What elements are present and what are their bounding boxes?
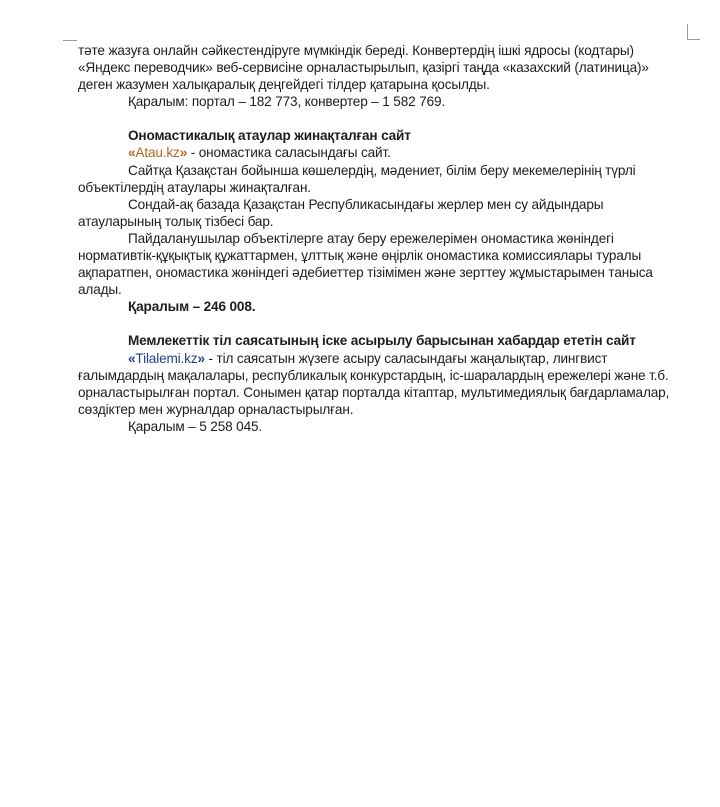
- paragraph-gap: [78, 315, 680, 332]
- tilalemi-site-link[interactable]: [128, 351, 205, 366]
- tilalemi-section-heading: [78, 332, 680, 349]
- atau-para3-text: Пайдаланушылар объектілерге атау беру ережелерімен ономастика жөніндегі нормативтік-құқықтық құжаттармен, ұлттық жəне өңірлік ономастика комиссиялары туралы ақпаратпен, ономастика жөніндегі əдебиеттер тізімімен жəне зерттеу жұмыстарымен таныса алады.: [78, 230, 653, 298]
- atau-quote-open: «: [128, 145, 136, 161]
- atau-para2-text: Сондай-ақ базада Қазақстан Республикасындағы жерлер мен су айдындары атауларының толық тізбесі бар.: [78, 196, 604, 229]
- tilalemi-site-line: [78, 350, 680, 418]
- atau-paragraph-2: [78, 196, 680, 230]
- atau-site-desc: - ономастика саласындағы сайт.: [187, 145, 391, 161]
- tilalemi-site-desc: - тіл саясатын жүзеге асыру саласындағы жаңалықтар, лингвист ғалымдардың мақалалары, республикалық конкурстардың, іс-шаралардың ережелері жəне т.б. орналастырылған портал. Сонымен қатар порталда кітаптар, мультимедиялық бағдарламалар, сөздіктер мен журналдар орналастырылған.: [78, 350, 670, 417]
- document-body: [78, 42, 680, 435]
- page-margin-mark-left: [63, 40, 77, 41]
- tilalemi-views: [78, 418, 680, 435]
- atau-site-link[interactable]: [128, 145, 187, 160]
- atau-site-name: Atau.kz: [135, 145, 180, 161]
- tilalemi-heading-text: Мемлекеттік тіл саясатының іске асырылу барысынан хабардар ететін сайт: [128, 333, 636, 349]
- atau-paragraph-3: [78, 230, 680, 298]
- atau-section-heading: [78, 127, 680, 144]
- tilalemi-quote-close: »: [197, 350, 205, 366]
- atau-views-text: Қаралым – 246 008.: [128, 299, 256, 315]
- tilalemi-views-text: Қаралым – 5 258 045.: [128, 418, 263, 434]
- tilalemi-quote-open: «: [128, 350, 136, 366]
- atau-para1-text: Сайтқа Қазақстан бойынша көшелердің, мəдениет, білім беру мекемелерінің түрлі объектілердің атаулары жинақталған.: [78, 162, 636, 195]
- paragraph-gap: [78, 110, 680, 127]
- page-margin-mark-right: [687, 24, 700, 40]
- atau-site-line: [78, 144, 680, 161]
- atau-views: [78, 298, 680, 315]
- intro-text: тəте жазуға онлайн сəйкестендіруге мүмкіндік береді. Конвертердің ішкі ядросы (кодтары) «Яндекс переводчик» веб-сервисіне орналастырылып, қазіргі таңда «казахский (латиница)» деген жазумен халықаралық деңгейдегі тілдер қатарына қосылды.: [78, 43, 649, 93]
- tilalemi-site-name: Tilalemi.kz: [135, 350, 198, 366]
- intro-views-text: Қаралым: портал – 182 773, конвертер – 1 582 769.: [128, 94, 446, 110]
- intro-paragraph: [78, 42, 680, 93]
- atau-heading-text: Ономастикалық атаулар жинақталған сайт: [128, 128, 411, 144]
- intro-views: [78, 93, 680, 110]
- atau-quote-close: »: [179, 145, 188, 161]
- atau-paragraph-1: [78, 162, 680, 196]
